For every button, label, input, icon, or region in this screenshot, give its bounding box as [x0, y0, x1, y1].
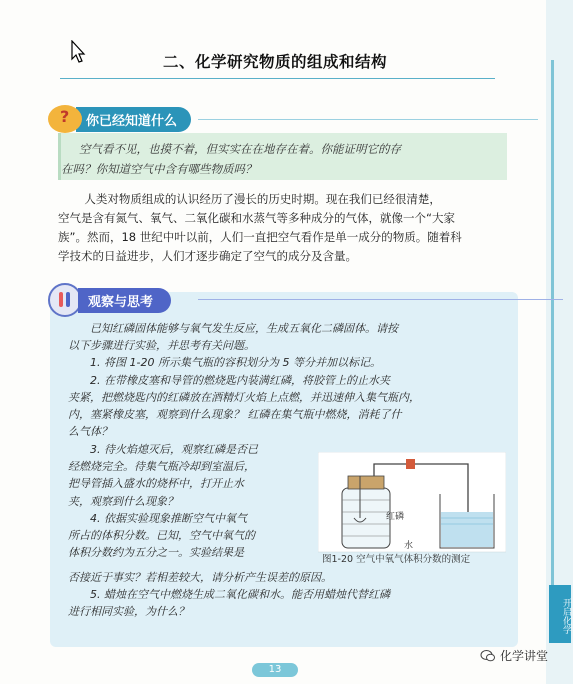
observe-think-heading	[48, 283, 171, 317]
instruction-line: 3. 待火焰熄灭后，观察红磷是否已	[90, 443, 258, 456]
figure-label-phosphorus: 红磷	[386, 512, 405, 522]
watermark-text: 化学讲堂	[500, 649, 549, 663]
instruction-line: 所占的体积分数。已知，空气中氧气的	[68, 529, 255, 543]
figure-caption: 图1-20 空气中氧气体积分数的测定	[322, 554, 471, 565]
body-paragraph	[58, 190, 502, 266]
instruction-line: 否接近于事实？若相差较大，请分析产生误差的原因。	[68, 571, 332, 584]
instruction-line: 以下步骤进行实验，并思考有关问题。	[68, 339, 255, 353]
instructions-bottom-block	[68, 569, 504, 621]
instruction-line: 进行相同实验，为什么？	[68, 605, 189, 619]
instruction-line: 夹，观察到什么现象？	[68, 494, 178, 508]
question-line-1: 空气看不见，也摸不着，但实实在在地存在着。你能证明它的存	[79, 142, 401, 156]
know-already-label: 你已经知道什么	[76, 107, 191, 132]
paragraph-line: 族”。然而，18 世纪中叶以前，人们一直把空气看作是单一成分的物质。随着科	[58, 230, 462, 244]
instruction-line: 经燃烧完全。待集气瓶冷却到室温后，	[68, 460, 255, 474]
question-line-2: 在吗？你知道空气中含有哪些物质吗？	[61, 162, 257, 176]
test-tube-icon	[48, 283, 82, 317]
page-edge-strip	[546, 0, 573, 684]
section-title: 二、化学研究物质的组成和结构	[162, 53, 387, 71]
figure-label-water: 水	[404, 541, 414, 551]
instruction-line: 么气体？	[68, 425, 112, 439]
gas-bottle	[342, 476, 390, 548]
title-rule	[60, 78, 495, 79]
question-book-icon: ?	[48, 105, 82, 133]
instruction-line: 5. 蜡烛在空气中燃烧生成二氧化碳和水。能否用蜡烛代替红磷	[90, 588, 390, 602]
watermark	[480, 647, 548, 664]
page-number: 13	[252, 663, 298, 677]
instructions-block	[68, 320, 504, 440]
wechat-icon	[480, 648, 496, 664]
instruction-line: 内，塞紧橡皮塞，观察到什么现象？ 红磷在集气瓶中燃烧，消耗了什	[68, 408, 402, 422]
instruction-line: 1. 将图 1-20 所示集气瓶的容积划分为 5 等分并加以标记。	[90, 356, 381, 370]
paragraph-line: 学技术的日益进步，人们才逐步确定了空气的成分及含量。	[58, 249, 357, 263]
instruction-line: 2. 在带橡皮塞和导管的燃烧匙内装满红磷，将胶管上的止水夹	[90, 373, 390, 387]
instruction-line: 夹紧，把燃烧匙内的红磷放在酒精灯火焰上点燃，并迅速伸入集气瓶内，	[68, 390, 420, 404]
paragraph-line: 空气是含有氮气、氧气、二氧化碳和水蒸气等多种成分的气体，就像一个“大家	[58, 211, 455, 225]
instruction-line: 4. 依据实验现象推断空气中氧气	[90, 511, 247, 525]
instruction-line: 体积分数约为五分之一。实验结果是	[68, 546, 244, 560]
chapter-side-tag: 开启化学	[549, 585, 571, 643]
paragraph-line: 人类对物质组成的认识经历了漫长的历史时期。现在我们已经很清楚，	[84, 192, 441, 206]
instruction-line: 把导管插入盛水的烧杯中，打开止水	[68, 477, 244, 491]
question-box	[58, 133, 507, 180]
instructions-narrow-block	[68, 441, 318, 561]
instruction-line: 已知红磷固体能够与氧气发生反应，生成五氧化二磷固体。请按	[90, 322, 398, 335]
observe-think-label: 观察与思考	[78, 288, 171, 313]
know-already-heading	[48, 106, 191, 132]
